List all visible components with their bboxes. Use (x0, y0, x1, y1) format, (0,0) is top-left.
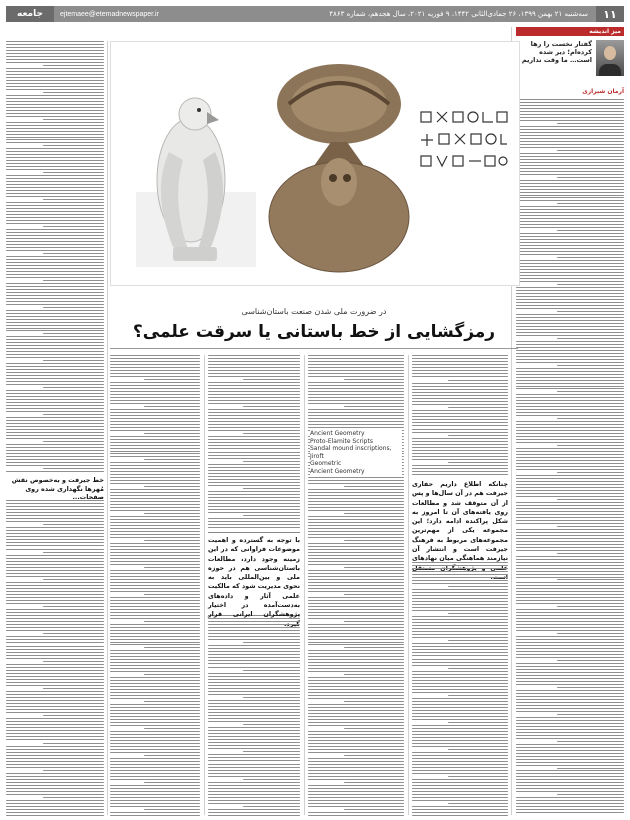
left-column-text-2 (6, 500, 104, 815)
latin-reference-list (310, 430, 402, 475)
latin-reference: Proto-Elamite Scripts (310, 437, 373, 445)
issue-date-line: سه‌شنبه ۲۱ بهمن ۱۳۹۹، ۲۶ جمادی‌الثانی ۱۴۴۲، ۹ فوریه ۲۰۲۱، سال هجدهم، شماره ۴۸۶۳ (329, 10, 588, 18)
article-col-1 (412, 355, 508, 475)
opinion-label: میز اندیشه (516, 27, 624, 36)
latin-reference: Geometric (310, 460, 342, 467)
artifact-photo (110, 41, 520, 286)
artifact-illustration (111, 42, 519, 285)
section-name: جامعه (6, 6, 54, 22)
page-header (6, 6, 624, 22)
opinion-title: گفتار نخست را رها کرده‌ام؛ دیر شده است… ما وقت نداریم (521, 40, 592, 65)
eagle-statue-icon (136, 98, 256, 267)
script-signs-icon (421, 112, 507, 166)
article-col-4 (110, 355, 200, 815)
latin-reference: Ancient Geometry (310, 467, 365, 475)
latin-reference: Sandal mound inscriptions, Jiroft (310, 445, 392, 460)
bronze-standard-icon (269, 64, 409, 272)
page-number: ۱۱ (596, 6, 624, 22)
opinion-body-text (516, 99, 624, 814)
article-kicker: در ضرورت ملی شدن صنعت باستان‌شناسی (241, 307, 387, 316)
author-photo (596, 40, 624, 76)
opinion-author: آرمان شیرازی (582, 88, 624, 95)
article-col-2 (308, 355, 404, 815)
article-callout: چنانکه اطلاع داریم حفاری جیرفت هم در آن سال‌ها و پس از آن متوقف شد و مطالعات روی یافته‌های آن تا امروز به شکل پراکنده ادامه دارد؛ این مجموعه یکی از مهم‌ترین مجموعه‌های مربوط به فرهنگ جیرفت است و انتشار آن نیازمند هماهنگی میان نهادهای علمی و پژوهشگران مستقل است. (412, 480, 508, 581)
article-callout-box: با توجه به گسترده و اهمیت موضوعات فراوانی که در این زمینه وجود دارد، مطالعات باستان‌شناسی هم در حوزه ملی و بین‌المللی باید به نحوی مدیریت شود که مالکیت علمی آثار و داده‌های به‌دست‌آمده در اختیار پژوهشگران ایرانی قرار گیرد. (208, 532, 300, 616)
section-email[interactable]: ejtemaee@etemadnewspaper.ir (60, 10, 159, 18)
article-headline: رمزگشایی از خط باستانی یا سرقت علمی؟ (132, 322, 496, 342)
latin-reference: Ancient Geometry (310, 430, 365, 437)
article-col-1b (412, 562, 508, 815)
left-column-text (6, 41, 104, 471)
left-subhead: خط جیرفت و به‌خصوص نقش مُهر‌ها نگهداری شده روی صفحات... (11, 476, 104, 502)
article-col-3 (208, 355, 300, 527)
article-col-3b (208, 618, 300, 815)
